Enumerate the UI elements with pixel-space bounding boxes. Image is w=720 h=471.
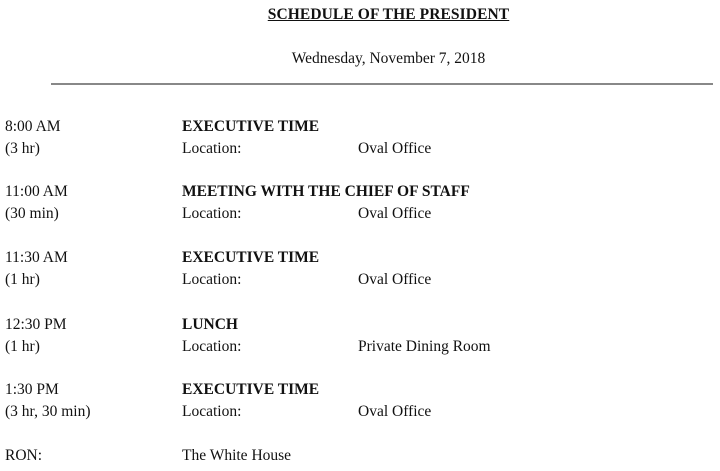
entry-duration: (1 hr) xyxy=(5,338,40,355)
ron-label: RON: xyxy=(5,447,43,464)
page-title: SCHEDULE OF THE PRESIDENT xyxy=(267,6,510,23)
schedule-entry xyxy=(0,381,720,427)
entry-event: MEETING WITH THE CHIEF OF STAFF xyxy=(182,183,470,200)
entry-event: EXECUTIVE TIME xyxy=(182,118,320,135)
entry-location: Oval Office xyxy=(358,271,432,288)
entry-location: Oval Office xyxy=(358,140,432,157)
entry-time: 11:00 AM xyxy=(5,183,68,200)
entry-location-label: Location: xyxy=(182,205,242,222)
entry-time: 8:00 AM xyxy=(5,118,61,135)
entry-location: Oval Office xyxy=(358,205,432,222)
schedule-entry xyxy=(0,118,720,164)
schedule-date: Wednesday, November 7, 2018 xyxy=(291,50,486,67)
entry-location: Private Dining Room xyxy=(358,338,491,355)
entry-location-label: Location: xyxy=(182,271,242,288)
entry-location-label: Location: xyxy=(182,403,242,420)
entry-duration: (1 hr) xyxy=(5,271,40,288)
entry-location: Oval Office xyxy=(358,403,432,420)
entry-location-label: Location: xyxy=(182,338,242,355)
entry-duration: (30 min) xyxy=(5,205,59,222)
ron-value: The White House xyxy=(182,447,292,464)
horizontal-divider xyxy=(51,83,713,85)
entry-duration: (3 hr, 30 min) xyxy=(5,403,91,420)
entry-event: EXECUTIVE TIME xyxy=(182,381,320,398)
schedule-entry xyxy=(0,249,720,295)
entry-duration: (3 hr) xyxy=(5,140,40,157)
entry-event: LUNCH xyxy=(182,316,238,333)
entry-time: 1:30 PM xyxy=(5,381,59,398)
schedule-entry xyxy=(0,183,720,229)
entry-time: 11:30 AM xyxy=(5,249,68,266)
entry-event: EXECUTIVE TIME xyxy=(182,249,320,266)
entry-location-label: Location: xyxy=(182,140,242,157)
schedule-entry xyxy=(0,316,720,362)
entry-time: 12:30 PM xyxy=(5,316,67,333)
